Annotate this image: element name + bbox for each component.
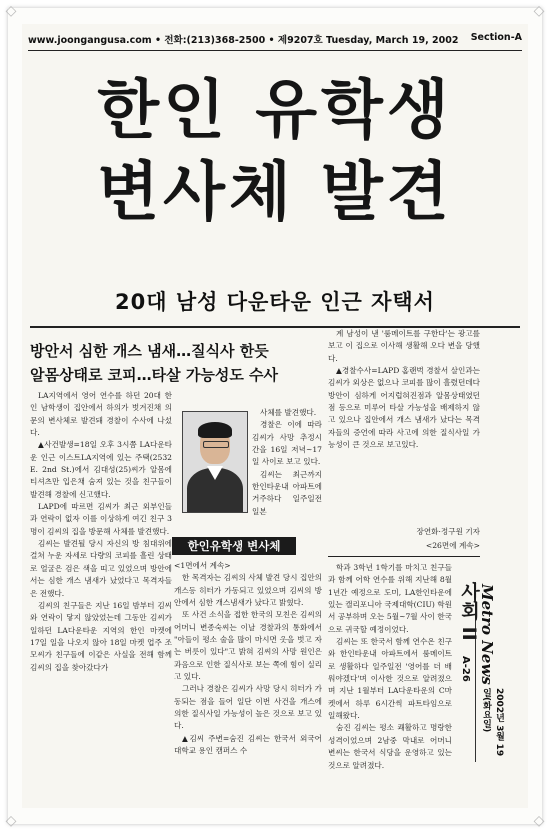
paragraph: LAPD에 따르면 김씨가 최근 외부인들과 연락이 없자 이를 이상하게 여긴 친구 3명이 김씨의 집을 방문해 사체를 발견했다. (30, 502, 172, 536)
section-metro: Metro News (478, 584, 496, 685)
article-column-3b (328, 562, 452, 808)
masthead-section: Section-A (470, 32, 522, 43)
paragraph: ▲사건발생=18일 오후 3시쯤 LA다운타운 인근 이스트LA지역에 있는 주택(2532 E. 2nd St.)에서 김대성(25)씨가 알몸에 티셔츠만 입은채 숨져 있는 것을 친구들이 발견해 경찰에 신고했다. (30, 440, 172, 499)
section-label (456, 582, 502, 762)
paragraph: 김씨는 또 한국서 함께 연수온 친구와 한인타운내 아파트에서 룸메이트로 생활하다 일주일전 '영어를 더 배워야겠다'며 이사한 것으로 알려졌으며 지난 1월부터 LA다운타운의 C마켓에서 하루 6시간씩 파트타임으로 일해왔다. (328, 637, 452, 721)
paragraph: LA지역에서 영어 연수를 하던 20대 한인 남학생이 집안에서 하의가 벗겨진채 의문의 변사체로 발견돼 경찰이 수사에 나섰다. (30, 391, 172, 438)
corner-ornament: ◇ (5, 3, 17, 19)
continued-from: <1면에서 계속> (174, 561, 231, 570)
article-column-3 (328, 328, 480, 524)
section-title: 사회 II (458, 582, 480, 641)
article-column-2-top (252, 407, 322, 533)
paragraph: 경찰은 이에 따라 김씨가 사망 추정시간을 16일 저녁~17일 사이로 보고 있다. (252, 420, 322, 467)
corner-ornament: ◇ (533, 813, 545, 829)
paragraph: 또 사건 소식을 접한 한국의 모친은 김씨의 어머니 변종숙씨는 이날 경찰과의 통화에서 "아들이 평소 술을 많이 마시면 옷을 벗고 자는 버릇이 있다"고 밝혀 김씨의 사망 원인은 과음으로 인한 질식사로 보는 쪽에 힘이 실리고 있다. (174, 610, 322, 682)
deck-line1: 방안서 심한 개스 냄새…질식사 한듯 (30, 342, 269, 360)
masthead (28, 32, 522, 51)
paragraph: 숨진 김씨는 평소 쾌활하고 명랑한 성격이었으며 2남중 막내로 어머니 변씨는 한국서 식당을 운영하고 있는 것으로 알려졌다. (328, 723, 452, 770)
paragraph: 한 목격자는 김씨의 사체 발견 당시 집안의 개스등 히터가 가동되고 있었으며 김씨의 방안에서 심한 개스냄새가 났다고 밝혔다. (174, 573, 322, 608)
section-date: 2002년 3월 19일(화요일) (481, 688, 504, 757)
deck-headline (30, 339, 322, 387)
paragraph: 계 남성이 낸 '룸메이트를 구한다'는 광고를 보고 이 집으로 이사해 생활해 오다 변을 당했다. (328, 329, 480, 363)
page-number: A-26 (460, 656, 471, 682)
subheadline: 20대 남성 다운타운 인근 자택서 (115, 290, 435, 314)
headline (22, 70, 528, 234)
headline-line2: 변사체 발견 (97, 156, 453, 230)
continued-note: <26면에 계속> (425, 541, 480, 550)
paragraph: 김씨의 친구들은 지난 16일 밤부터 김씨와 연락이 닿지 않았었는데 그동안 김씨가 일하던 LA다운타운 지역의 한인 마켓에 17일 일을 나오지 않아 18일 마켓 업주 조모씨가 친구들에 이같은 사실을 전해 함께 김씨의 집을 찾아갔다가 (30, 600, 172, 672)
byline-block (328, 526, 480, 540)
divider (328, 556, 480, 557)
masthead-info: www.joongangusa.com • 전화:(213)368-2500 • 제9207호 Tuesday, March 19, 2002 (28, 35, 459, 46)
paragraph: ▲김씨 주변=숨진 김씨는 한국서 외국어 대학교 용인 캠퍼스 수 (174, 733, 322, 756)
paragraph: 김씨는 발견될 당시 자신의 방 침대위에 걸쳐 누운 자세로 다량의 코피를 흘린 상태로 얼굴은 검은 색을 띠고 있었으며 방안에서는 심한 개스 냄새가 났었다고 목격자들은 전했다. (30, 539, 172, 598)
newspaper-clipping (22, 24, 528, 808)
continued-block (328, 540, 480, 554)
portrait-photo (182, 411, 248, 513)
article-column-1 (30, 390, 172, 808)
corner-ornament: ◇ (5, 813, 17, 829)
paragraph: ▲경찰수사=LAPD 홈랜벅 경찰서 살인과는 김씨가 외상은 없으나 코피를 많이 흘렸던데다 방안이 심하게 어지럽혀진점과 알몸상태였던 점 등으로 미루어 타살 가능성을 배제하지 않고 있으나 집안에서 개스 냄새가 났다는 목격자들의 증언에 따라 사고에 의한 질식사일 가능성이 큰 것으로 보고있다. (328, 366, 480, 450)
corner-ornament: ◇ (533, 3, 545, 19)
byline: 장연화·정구원 기자 (416, 527, 480, 536)
photo-caption: 한인유학생 변사체 (172, 537, 296, 555)
deck-line2: 알몸상태로 코피…타살 가능성도 수사 (30, 366, 279, 384)
headline-line1: 한인 유학생 (97, 74, 453, 148)
paragraph: 그러나 경찰은 김씨가 사망 당시 히터가 가동되는 점을 들어 일단 이번 사건을 개스에 의한 질식사일 가능성이 높은 것으로 보고 있다. (174, 684, 322, 731)
paragraph: 사체를 발견했다. (260, 408, 317, 417)
article-column-2 (174, 560, 322, 808)
paragraph: 학과 3학년 1학기를 마치고 친구들과 함께 어학 연수를 위해 지난해 8월 1년간 예정으로 도미, LA한인타운에 있는 캘리포니아 국제대학(CIU) 학원서 공부하며 오는 5월~7월 사이 한국으로 귀국할 예정이었다. (328, 563, 452, 634)
paragraph: 김씨는 최근까지 한인타운내 아파트에 거주하다 일주일전 일본 (252, 469, 322, 516)
